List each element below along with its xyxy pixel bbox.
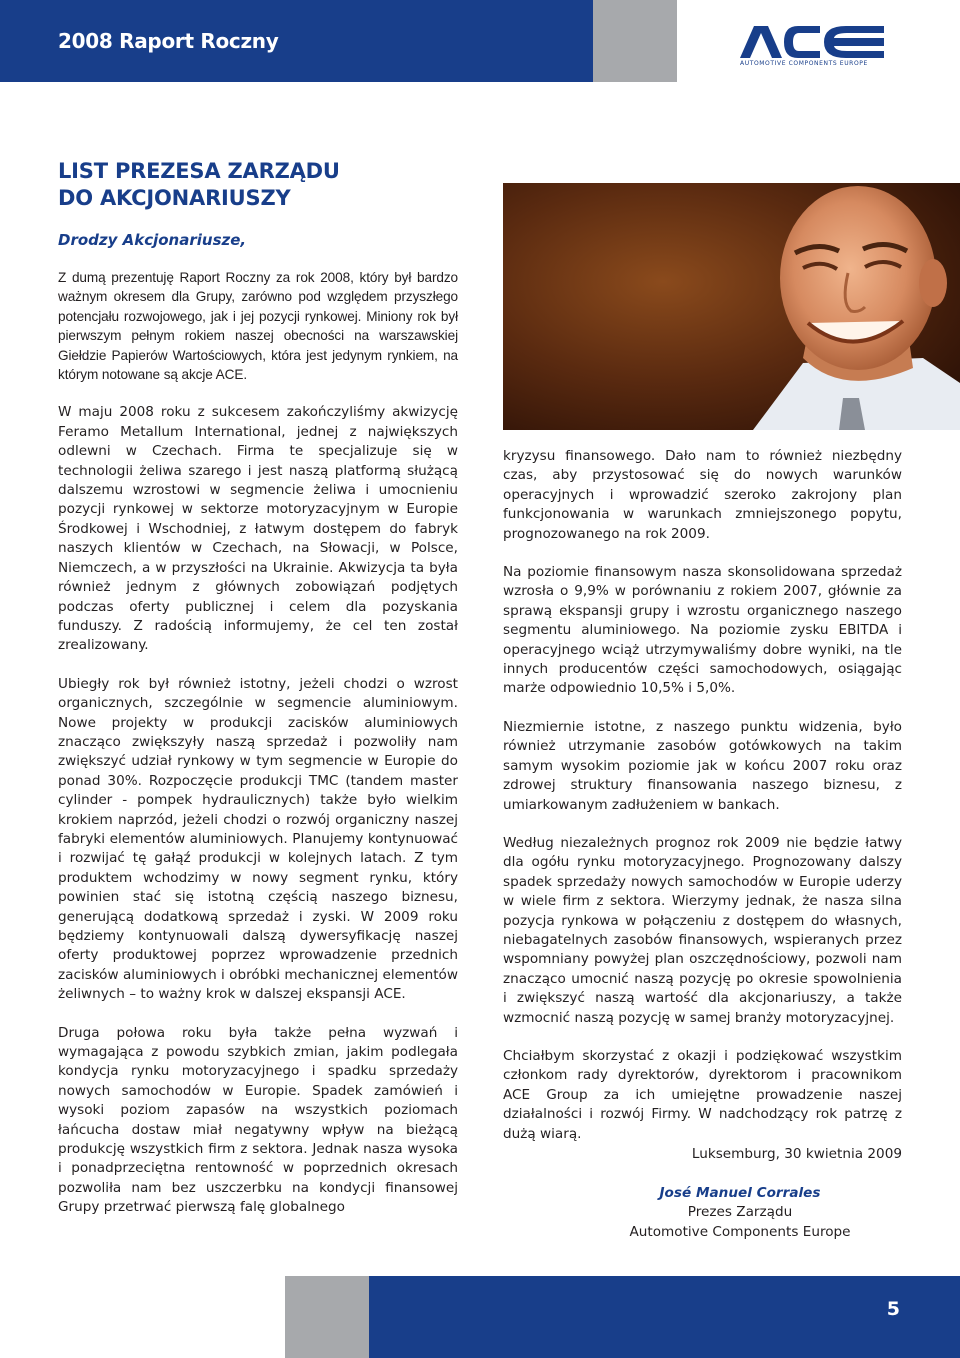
header-accent-block: [593, 0, 677, 82]
signatory-role: Prezes Zarządu: [687, 1204, 793, 1221]
letter-title: [58, 158, 340, 212]
paragraph: Niezmiernie istotne, z naszego punktu widzenia, było również utrzymanie zasobów gotówkowych na takim samym wysokim poziomie jak w końcu 2007 roku oraz zdrowej struktury finansowania naszego biznesu, z umiarkowanym zadłużeniem w bankach.: [503, 718, 902, 813]
footer-accent-block: [285, 1276, 369, 1358]
paragraph: Z dumą prezentuję Raport Roczny za rok 2008, który był bardzo ważnym okresem dla Grupy, zarówno pod względem przyszłego potencjału rozwojowego, jak i jej pozycji rynkowej. Miniony rok był pierwszym pełnym rokiem naszej obecności na warszawskiej Giełdzie Papierów Wartościowych, która jest jedynym rynkiem, na którym notowane są akcje ACE.: [58, 270, 458, 383]
right-column: [503, 447, 902, 1144]
logo-subtitle: AUTOMOTIVE COMPONENTS EUROPE: [740, 60, 868, 67]
signature-block: [610, 1184, 870, 1242]
paragraph: W maju 2008 roku z sukcesem zakończyliśmy akwizycję Feramo Metallum International, jednej z największych odlewni w Czechach. Firma te specjalizuje się w technologii żeliwa szarego i jest naszą platformą służącą dalszemu wzrostowi w segmencie żeliwa i umocnieniu pozycji rynkowej w sektorze motoryzacyjnym w Europie Środkowej i Wschodniej, z łatwym dostępem do fabryk naszych klientów w Czechach, na Słowacji, w Polsce, Niemczech, a w przyszłości na Ukrainie. Akwizycja ta była również jednym z głównych zobowiązań podjętych podczas oferty publicznej i celem dla pozyskania funduszy. Z radością informujemy, że cel ten został zrealizowany.: [58, 404, 458, 654]
portrait-icon: [503, 183, 960, 430]
paragraph: Druga połowa roku była także pełna wyzwań i wymagająca z powodu szybkich zmian, jakim podlegała kondycja rynku motoryzacyjnego i spadku sprzedaży nowych samochodów w Europie. Spadek zamówień i wysoki poziom zapasów na wszystkich poziomach łańcucha dostaw miał negatywny wpływ na bieżącą produkcję wszystkich firm z sektora. Jednak nasza wysoka i ponadprzeciętna rentowność w poprzednich okresach pozwoliła nam bez uszczerbku na kondycji finansowej Grupy przetrwać pierwszą falę globalnego: [58, 1024, 458, 1216]
paragraph: kryzysu finansowego. Dało nam to również niezbędny czas, aby przystosować się do nowych warunków operacyjnych i wprowadzić szeroko zakrojony plan funkcjonowania w warunkach zmniejszonego popytu, prognozowanego na rok 2009.: [503, 448, 902, 542]
signatory-company: Automotive Components Europe: [629, 1223, 851, 1240]
letter-title-line-2: DO AKCJONARIUSZY: [58, 186, 291, 210]
portrait-photo: [503, 183, 960, 430]
paragraph: Na poziomie finansowym nasza skonsolidowana sprzedaż wzrosła o 9,9% w porównaniu z rokiem 2007, głównie za sprawą ekspansji grupy i wzrostu organicznego naszego segmentu aluminiowego. Na poziomie zysku EBITDA i operacyjnego wciąż utrzymywaliśmy dobre wyniki, na tle innych producentów części samochodowych, osiągając marże odpowiednio 10,5% i 5,0%.: [503, 564, 902, 697]
page-number: 5: [886, 1298, 900, 1320]
footer-bar: [369, 1276, 960, 1358]
letter-title-line-1: LIST PREZESA ZARZĄDU: [58, 159, 340, 183]
greeting: Drodzy Akcjonariusze,: [58, 231, 247, 249]
paragraph: Chciałbym skorzystać z okazji i podziękować wszystkim członkom rady dyrektorów, dyrektorom i pracownikom ACE Group za ich umiejętne prowadzenie naszej działalności i rozwój Firmy. W nadchodzący rok patrzę z dużą wiarą.: [503, 1047, 902, 1142]
signatory-name: José Manuel Corrales: [659, 1185, 821, 1201]
report-title: 2008 Raport Roczny: [58, 29, 279, 53]
left-column: [58, 268, 458, 1218]
paragraph: Według niezależnych prognoz rok 2009 nie będzie łatwy dla ogółu rynku motoryzacyjnego. Prognozowany dalszy spadek sprzedaży nowych samochodów w Europie uderzy w wiele firm z sektora. Wierzymy jednak, że nasza silna pozycja rynkowa w połączeniu z dostępem do własnych, niebagatelnych zasobów finansowych, wspieranych przez wspomniany powyżej plan oszczędnościowy, pozwoli nam znacząco umocnić naszą pozycję po okresie spowolnienia i zwiększyć naszą wartość dla akcjonariuszy, a także wzmocnić naszą pozycję w samej branży motoryzacyjnej.: [503, 834, 902, 1026]
paragraph: Ubiegły rok był również istotny, jeżeli chodzi o wzrost organicznych, szczególnie w segmencie aluminiowym. Nowe projekty w produkcji zacisków aluminiowych znacząco zwiększyły naszą sprzedaż i pozwoliły nam zwiększyć udział rynkowy w tym segmencie w Europie do ponad 30%. Rozpoczęcie produkcji TMC (tandem master cylinder - pompek hydraulicznych) także było wielkim krokiem naprzód, jeżeli chodzi o rozwój organiczny naszej fabryki elementów aluminiowych. Planujemy kontynuować i rozwijać tę gałąź produkcji w kolejnych latach. Z tym produktem wchodzimy w nowy segment rynku, który powinien stać się istotną częścią naszego biznesu, generującą dodatkową sprzedaż i zyski. W 2009 roku będziemy kontynuowali dalszą dywersyfikację naszej oferty produktowej poprzez wprowadzenie przednich zacisków aluminiowych i obróbki mechanicznej elementów żeliwnych – to ważny krok w dalszej ekspansji ACE.: [58, 675, 458, 1003]
place-date: Luksemburg, 30 kwietnia 2009: [691, 1146, 902, 1162]
